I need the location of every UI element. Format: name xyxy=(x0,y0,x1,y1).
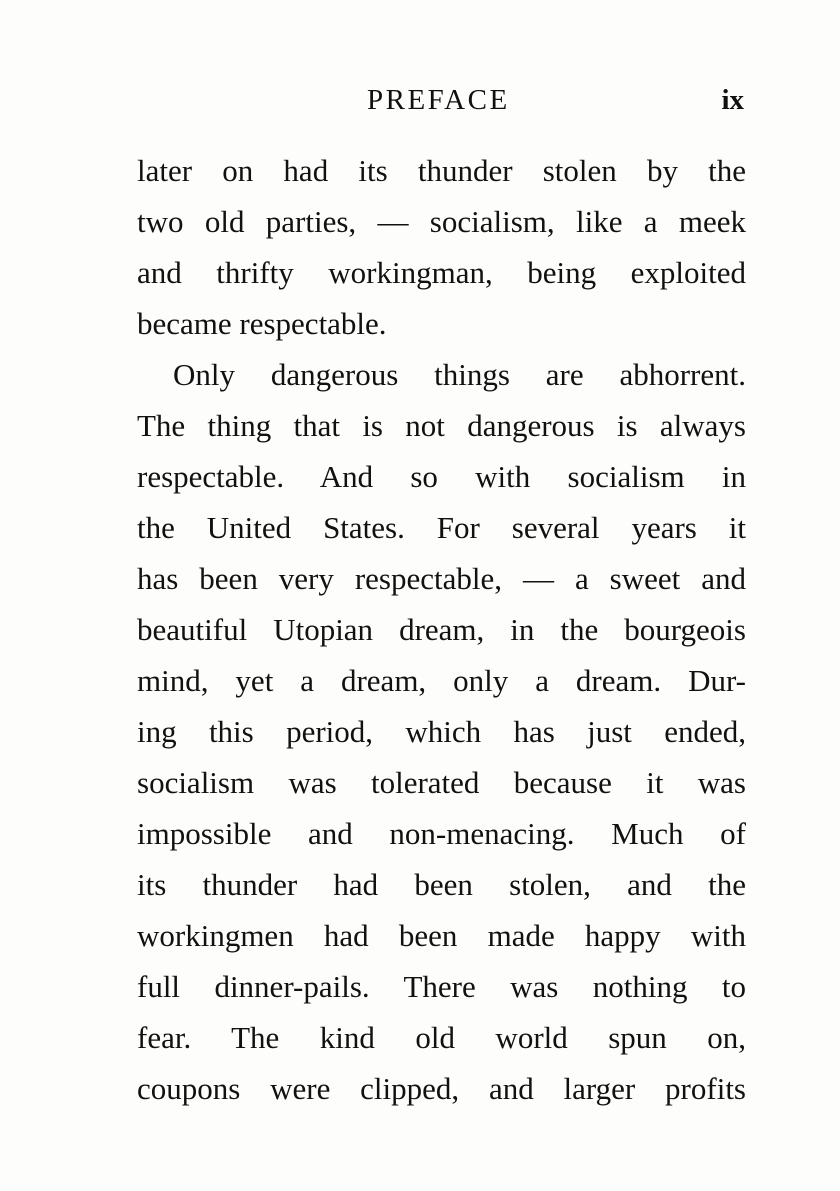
page-number: ix xyxy=(721,84,744,116)
text-line: has been very respectable, — a sweet and xyxy=(137,561,746,596)
text-line: two old parties, — socialism, like a meek xyxy=(137,204,746,239)
text-line: mind, yet a dream, only a dream. Dur- xyxy=(137,663,746,698)
text-line: coupons were clipped, and larger profits xyxy=(137,1071,746,1106)
text-line: beautiful Utopian dream, in the bourgeois xyxy=(137,612,746,647)
text-line: The thing that is not dangerous is always xyxy=(137,408,746,443)
text-line: its thunder had been stolen, and the xyxy=(137,867,746,902)
text-line: later on had its thunder stolen by the xyxy=(137,153,746,188)
text-line: the United States. For several years it xyxy=(137,510,746,545)
text-line: workingmen had been made happy with xyxy=(137,918,746,953)
body-text xyxy=(137,145,746,1114)
running-title: PREFACE xyxy=(367,84,510,116)
text-line: ing this period, which has just ended, xyxy=(137,714,746,749)
text-line: socialism was tolerated because it was xyxy=(137,765,746,800)
text-line: fear. The kind old world spun on, xyxy=(137,1020,746,1055)
running-head xyxy=(137,80,746,120)
text-line: impossible and non-menacing. Much of xyxy=(137,816,746,851)
text-line: became respectable. xyxy=(137,306,387,341)
text-line: and thrifty workingman, being exploited xyxy=(137,255,746,290)
text-line: respectable. And so with socialism in xyxy=(137,459,746,494)
text-line: full dinner-pails. There was nothing to xyxy=(137,969,746,1004)
text-line: Only dangerous things are abhorrent. xyxy=(173,357,746,392)
